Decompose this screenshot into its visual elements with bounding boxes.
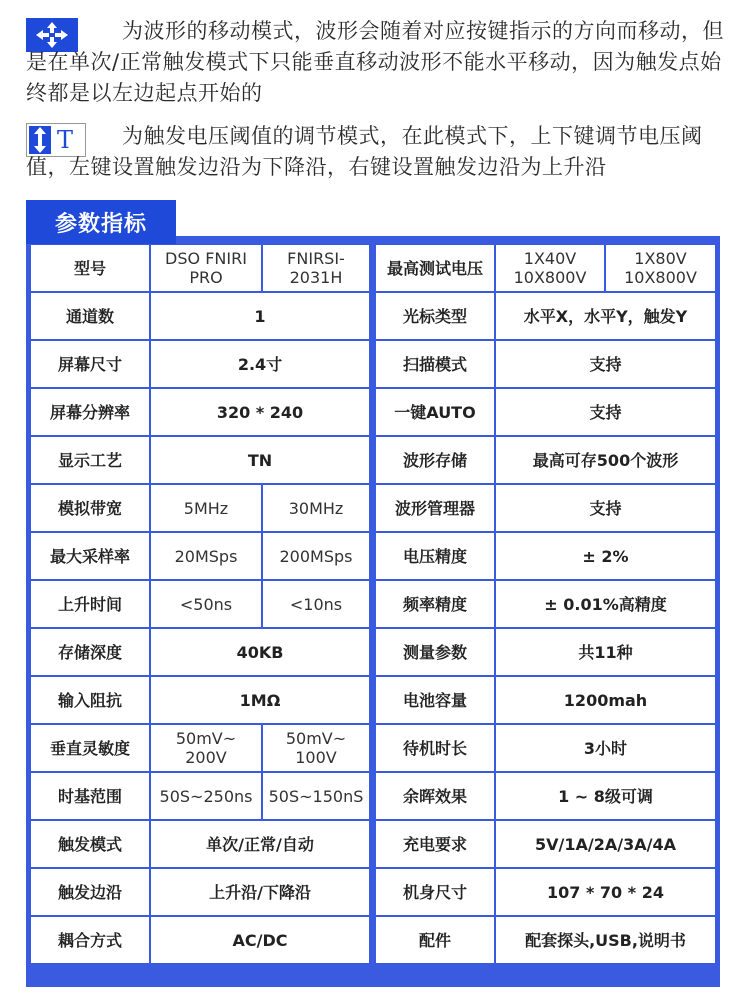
spec-cell: 待机时长 — [375, 724, 495, 772]
spec-cell: 水平X，水平Y，触发Y — [495, 292, 716, 340]
spec-cell: 存储深度 — [30, 628, 150, 676]
spec-cell: 20MSps — [150, 532, 262, 580]
table-row — [30, 772, 716, 820]
spec-cell: AC/DC — [150, 916, 370, 964]
table-row — [30, 244, 716, 292]
spec-cell: 扫描模式 — [375, 340, 495, 388]
spec-cell: 支持 — [495, 340, 716, 388]
spec-cell: 最高测试电压 — [375, 244, 495, 292]
spec-cell: 1 — [150, 292, 370, 340]
spec-cell: 30MHz — [262, 484, 370, 532]
spec-cell: 2.4寸 — [150, 340, 370, 388]
table-row — [30, 580, 716, 628]
table-row — [30, 340, 716, 388]
spec-cell: 上升沿/下降沿 — [150, 868, 370, 916]
table-row — [30, 724, 716, 772]
spec-cell: 波形管理器 — [375, 484, 495, 532]
spec-cell: ± 2% — [495, 532, 716, 580]
intro-trigger-mode — [26, 121, 726, 183]
spec-cell: 50mV~ 100V — [262, 724, 370, 772]
spec-cell: 一键AUTO — [375, 388, 495, 436]
spec-cell: 模拟带宽 — [30, 484, 150, 532]
spec-cell: 电压精度 — [375, 532, 495, 580]
spec-cell: 5V/1A/2A/3A/4A — [495, 820, 716, 868]
spec-cell: 时基范围 — [30, 772, 150, 820]
spec-cell: 频率精度 — [375, 580, 495, 628]
table-row — [30, 868, 716, 916]
spec-cell: FNIRSI-2031H — [262, 244, 370, 292]
spec-cell: 5MHz — [150, 484, 262, 532]
spec-cell: 波形存储 — [375, 436, 495, 484]
table-row — [30, 388, 716, 436]
spec-cell: ± 0.01%高精度 — [495, 580, 716, 628]
spec-cell: 充电要求 — [375, 820, 495, 868]
spec-cell: 光标类型 — [375, 292, 495, 340]
spec-cell: 触发模式 — [30, 820, 150, 868]
spec-cell: 50S~150nS — [262, 772, 370, 820]
spec-cell: <10ns — [262, 580, 370, 628]
specs-table — [30, 244, 716, 964]
spec-cell: 40KB — [150, 628, 370, 676]
spec-cell: 测量参数 — [375, 628, 495, 676]
table-row — [30, 292, 716, 340]
trigger-t-glyph: T — [57, 125, 74, 154]
spec-cell: 型号 — [30, 244, 150, 292]
spec-cell: 屏幕分辨率 — [30, 388, 150, 436]
spec-cell: 1X40V 10X800V — [495, 244, 605, 292]
table-row — [30, 628, 716, 676]
spec-cell: 触发边沿 — [30, 868, 150, 916]
table-row — [30, 916, 716, 964]
spec-cell: 通道数 — [30, 292, 150, 340]
spec-cell: 余晖效果 — [375, 772, 495, 820]
spec-cell: 200MSps — [262, 532, 370, 580]
spec-cell: 1MΩ — [150, 676, 370, 724]
spec-cell: 屏幕尺寸 — [30, 340, 150, 388]
spec-cell: 单次/正常/自动 — [150, 820, 370, 868]
spec-cell: 垂直灵敏度 — [30, 724, 150, 772]
spec-cell: 1200mah — [495, 676, 716, 724]
spec-cell: <50ns — [150, 580, 262, 628]
spec-cell: 1X80V 10X800V — [605, 244, 716, 292]
spec-cell: 配件 — [375, 916, 495, 964]
spec-cell: 支持 — [495, 388, 716, 436]
spec-cell: 上升时间 — [30, 580, 150, 628]
spec-cell: 最大采样率 — [30, 532, 150, 580]
spec-cell: DSO FNIRI PRO — [150, 244, 262, 292]
spec-cell: 3小时 — [495, 724, 716, 772]
spec-cell: 50mV~ 200V — [150, 724, 262, 772]
spec-cell: 共11种 — [495, 628, 716, 676]
spec-cell: 50S~250ns — [150, 772, 262, 820]
spec-cell: 电池容量 — [375, 676, 495, 724]
table-row — [30, 676, 716, 724]
spec-cell: TN — [150, 436, 370, 484]
specs-title: 参数指标 — [26, 200, 176, 244]
intro-move-mode — [26, 16, 726, 109]
intro-move-text: 为波形的移动模式，波形会随着对应按键指示的方向而移动，但是在单次/正常触发模式下只能垂直移动波形不能水平移动，因为触发点始终都是以左边起点开始的 — [26, 19, 724, 105]
spec-cell: 机身尺寸 — [375, 868, 495, 916]
spec-cell: 输入阻抗 — [30, 676, 150, 724]
table-row — [30, 484, 716, 532]
spec-cell: 配套探头,USB,说明书 — [495, 916, 716, 964]
spec-cell: 1 ~ 8级可调 — [495, 772, 716, 820]
spec-cell: 320 * 240 — [150, 388, 370, 436]
spec-cell: 最高可存500个波形 — [495, 436, 716, 484]
spec-cell: 107 * 70 * 24 — [495, 868, 716, 916]
table-row — [30, 532, 716, 580]
spec-cell: 支持 — [495, 484, 716, 532]
spec-cell: 耦合方式 — [30, 916, 150, 964]
table-row — [30, 436, 716, 484]
intro-trigger-text: 为触发电压阈值的调节模式，在此模式下，上下键调节电压阈值，左键设置触发边沿为下降沿，右键设置触发边沿为上升沿 — [26, 124, 703, 179]
table-row — [30, 820, 716, 868]
spec-cell: 显示工艺 — [30, 436, 150, 484]
